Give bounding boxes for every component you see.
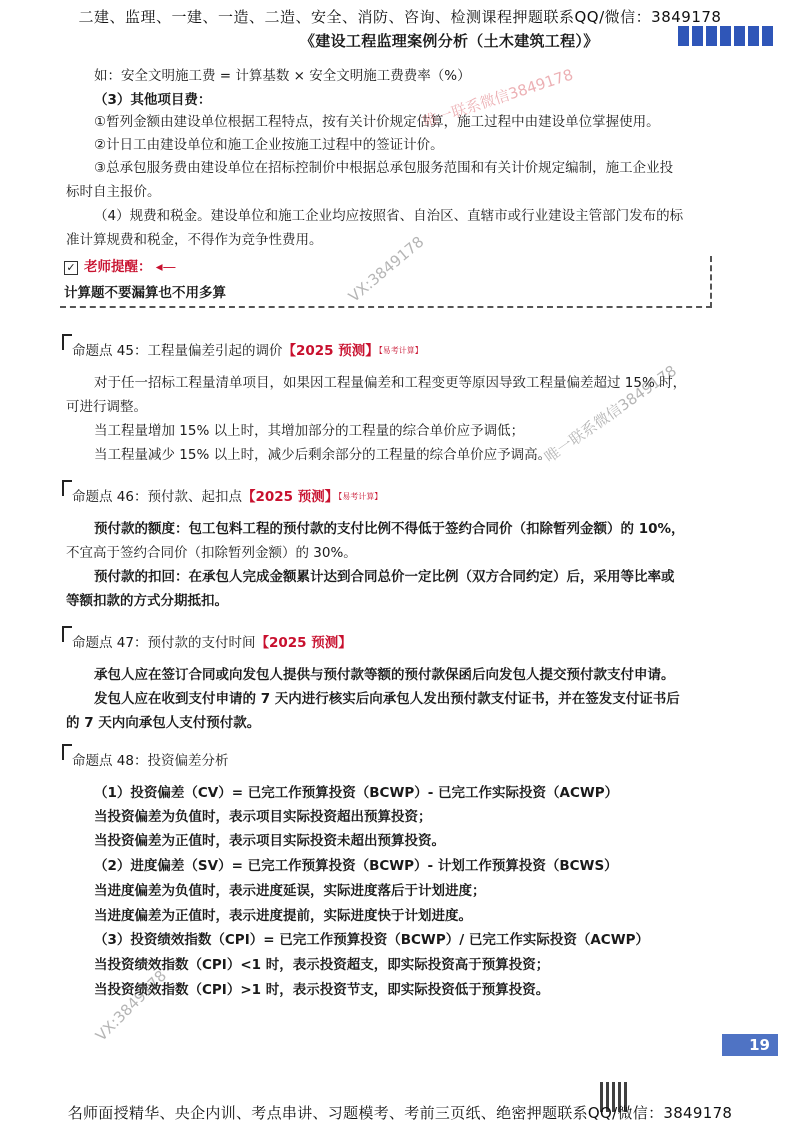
body-line: ③总承包服务费由建设单位在招标控制价中根据总承包服务范围和有关计价规定编制，施工企业投	[94, 160, 674, 176]
body-line: 当投资偏差为负值时，表示项目实际投资超出预算投资；	[94, 809, 432, 825]
teacher-tip-label: 老师提醒：	[84, 259, 152, 275]
teacher-tip-header	[64, 257, 176, 277]
section-45-heading	[72, 341, 423, 361]
body-line: ①暂列金额由建设单位根据工程特点，按有关计价规定估算，施工过程中由建设单位掌握使用。	[94, 114, 660, 130]
body-line: 标时自主报价。	[66, 184, 161, 200]
body-line: 当工程量增加 15% 以上时，其增加部分的工程量的综合单价应予调低；	[94, 423, 525, 439]
body-line: 当投资绩效指数（CPI）>1 时，表示投资节支，即实际投资低于预算投资。	[94, 982, 550, 998]
body-line: 当投资绩效指数（CPI）<1 时，表示投资超支，即实际投资高于预算投资；	[94, 957, 550, 973]
body-line: 如：安全文明施工费 = 计算基数 × 安全文明施工费费率（%）	[94, 68, 471, 84]
section-bracket-icon	[62, 480, 72, 496]
body-line: （1）投资偏差（CV）= 已完工作预算投资（BCWP）- 已完工作实际投资（ACWP）	[94, 785, 619, 801]
section-title: 命题点 47：预付款的支付时间	[72, 635, 256, 651]
section-title: 命题点 45：工程量偏差引起的调价	[72, 343, 283, 359]
forecast-badge: 【2025 预测】	[255, 635, 352, 651]
watermark: 唯一联系微信3849178	[420, 65, 576, 132]
book-title: 《建设工程监理案例分析（土木建筑工程）》	[300, 32, 599, 50]
watermark: VX:3849178	[92, 966, 171, 1045]
body-line: ②计日工由建设单位和施工企业按施工过程中的签证计价。	[94, 137, 444, 153]
section-bracket-icon	[62, 626, 72, 642]
watermark: 唯一联系微信3849178	[541, 361, 680, 467]
body-line: 承包人应在签订合同或向发包人提供与预付款等额的预付款保函后向发包人提交预付款支付申请。	[94, 667, 675, 683]
section-title: 命题点 46：预付款、起扣点	[72, 489, 242, 505]
body-line: 发包人应在收到支付申请的 7 天内进行核实后向承包人发出预付款支付证书，并在签发支付证书后	[94, 691, 680, 707]
header-decoration	[678, 26, 786, 46]
exam-tag: 【易考计算】	[338, 492, 383, 501]
body-line: 当进度偏差为负值时，表示进度延误，实际进度落后于计划进度；	[94, 883, 486, 899]
body-line: 预付款的额度：包工包料工程的预付款的支付比例不得低于签约合同价（扣除暂列金额）的 10%，	[94, 521, 685, 537]
top-banner: 二建、监理、一建、一造、二造、安全、消防、咨询、检测课程押题联系QQ/微信：3849178	[78, 8, 722, 26]
forecast-badge: 【2025 预测】	[241, 489, 339, 505]
watermark: VX:3849178	[345, 232, 428, 306]
body-line: （3）其他项目费：	[94, 92, 212, 108]
body-line: 等额扣款的方式分期抵扣。	[66, 593, 228, 609]
body-line: 准计算规费和税金，不得作为竞争性费用。	[66, 232, 323, 248]
body-line: （3）投资绩效指数（CPI）= 已完工作预算投资（BCWP）/ 已完工作实际投资（ACWP）	[94, 932, 649, 948]
section-48-title: 命题点 48：投资偏差分析	[72, 753, 229, 769]
body-line: 对于任一招标工程量清单项目，如果因工程量偏差和工程变更等原因导致工程量偏差超过 15% 时，	[94, 375, 687, 391]
section-bracket-icon	[62, 744, 72, 760]
checkbox-icon: ✓	[64, 261, 78, 275]
arrow-left-icon: ◂—	[151, 259, 177, 275]
bottom-banner: 名师面授精华、央企内训、考点串讲、习题模考、考前三页纸、绝密押题联系QQ/微信：3849178	[67, 1104, 733, 1122]
section-47-heading	[72, 633, 352, 653]
body-line: （2）进度偏差（SV）= 已完工作预算投资（BCWP）- 计划工作预算投资（BCWS）	[94, 858, 618, 874]
body-line: 当投资偏差为正值时，表示项目实际投资未超出预算投资。	[94, 833, 445, 849]
body-line: 当进度偏差为正值时，表示进度提前，实际进度快于计划进度。	[94, 908, 472, 924]
forecast-badge: 【2025 预测】	[282, 343, 379, 359]
body-line: 的 7 天内向承包人支付预付款。	[66, 715, 261, 731]
body-line: 不宜高于签约合同价（扣除暂列金额）的 30%。	[66, 545, 357, 561]
section-46-heading	[72, 487, 382, 507]
teacher-tip-text: 计算题不要漏算也不用多算	[64, 285, 226, 301]
body-line: （4）规费和税金。建设单位和施工企业均应按照省、自治区、直辖市或行业建设主管部门发布的标	[94, 208, 684, 224]
body-line: 当工程量减少 15% 以上时，减少后剩余部分的工程量的综合单价应予调高。	[94, 447, 552, 463]
page-number: 19	[722, 1034, 778, 1056]
exam-tag: 【易考计算】	[378, 346, 423, 355]
body-line: 预付款的扣回：在承包人完成金额累计达到合同总价一定比例（双方合同约定）后，采用等比率或	[94, 569, 675, 585]
body-line: 可进行调整。	[66, 399, 147, 415]
section-bracket-icon	[62, 334, 72, 350]
